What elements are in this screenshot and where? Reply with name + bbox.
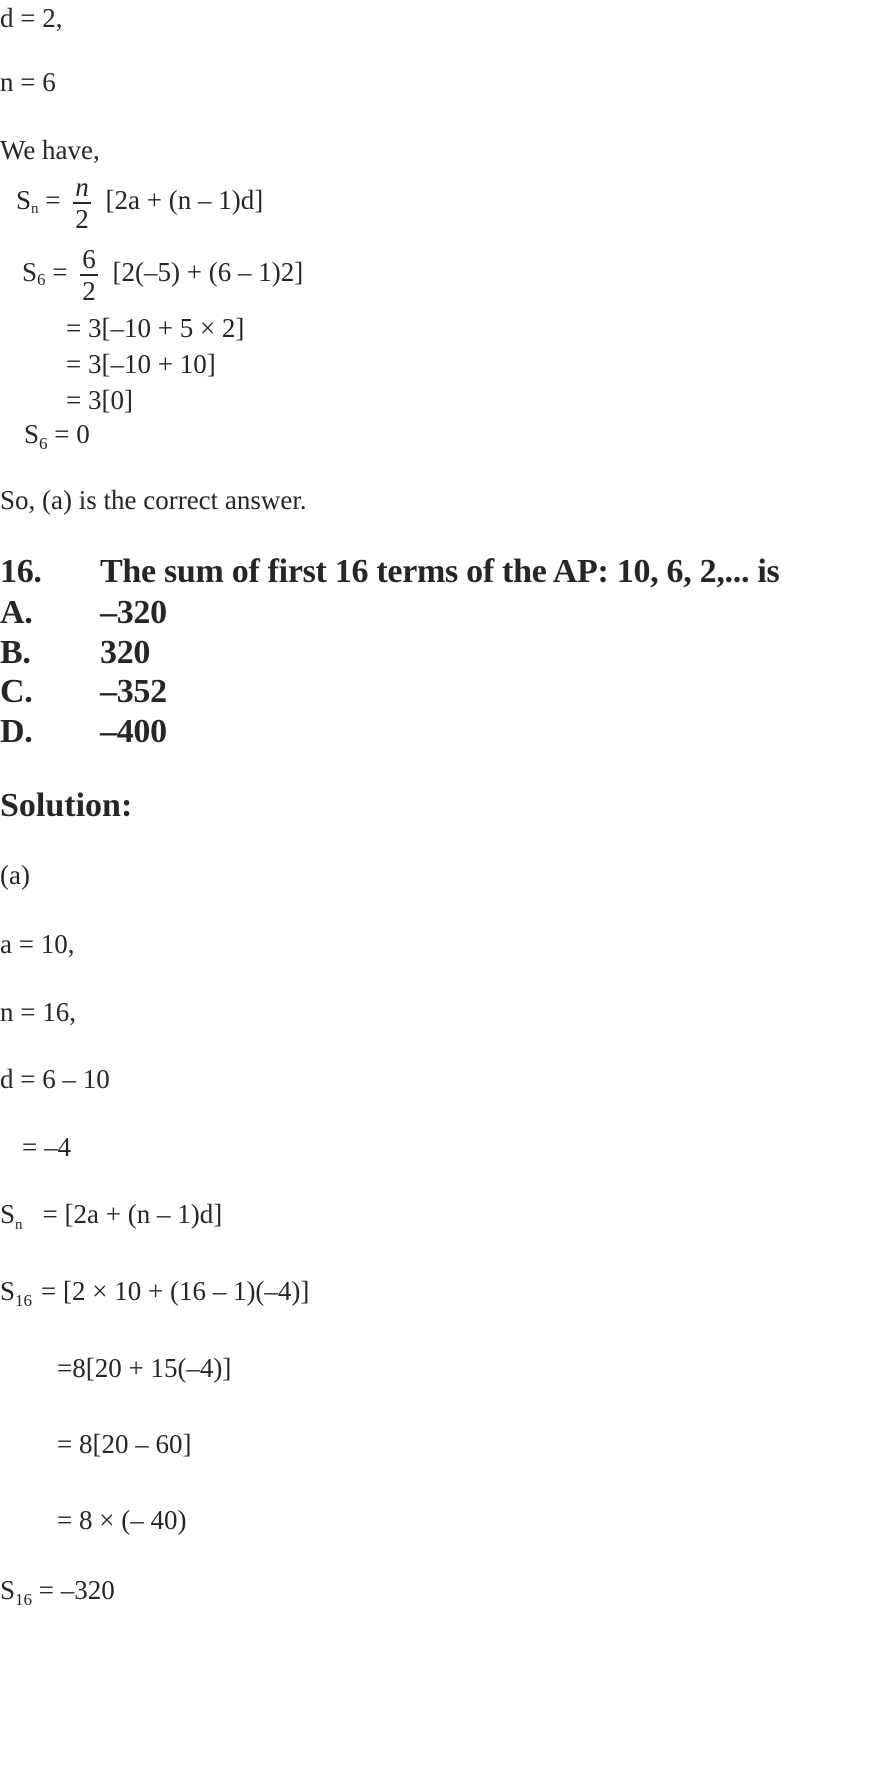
formula-lhs: Sn: [16, 185, 39, 218]
fraction-numerator: 6: [82, 244, 96, 274]
step-3: = 8 × (– 40): [57, 1505, 187, 1535]
given-d-value: = –4: [22, 1132, 71, 1162]
conclusion-text: So, (a) is the correct answer.: [0, 485, 307, 515]
option-value: –400: [100, 713, 167, 750]
substitution-rhs: [2(–5) + (6 – 1)2]: [112, 257, 304, 288]
option-value: 320: [100, 634, 151, 671]
substitution-s16: $S_{16} = [2 \times 10 + (16 - 1)(-4)]$: [0, 1276, 310, 1310]
option-letter: A.: [0, 594, 33, 631]
given-n: n = 16,: [0, 997, 76, 1027]
fraction-denominator: 2: [75, 204, 89, 234]
substitution-eq: =: [52, 257, 68, 288]
fraction-denominator: 2: [82, 276, 96, 306]
question-text: The sum of first 16 terms of the AP: 10, 6, 2,... is: [100, 553, 780, 590]
step-1: =8[20 + 15(–4)]: [57, 1353, 232, 1383]
option-letter: B.: [0, 634, 31, 671]
formula-eq: =: [45, 185, 61, 216]
option-a: [0, 593, 167, 633]
option-letter: D.: [0, 713, 33, 750]
given-d: d = 2,: [0, 3, 63, 33]
step-1: = 3[–10 + 5 × 2]: [66, 313, 245, 343]
sum-formula: $S_n = [2a + (n - 1)d]$: [0, 1199, 223, 1233]
option-value: –320: [100, 594, 167, 631]
step-3: = 3[0]: [66, 385, 133, 415]
substitution-fraction: [80, 244, 98, 306]
substitution-lhs: S6: [22, 257, 46, 290]
formula-fraction: [73, 172, 91, 234]
option-c: [0, 672, 167, 712]
result-s6: $S_6 = 0$: [24, 419, 90, 453]
option-d: [0, 712, 167, 752]
given-d: d = 6 – 10: [0, 1064, 110, 1094]
solution-answer: (a): [0, 860, 30, 890]
solution-heading: Solution:: [0, 787, 133, 824]
substitution-s6: [22, 244, 303, 306]
option-value: –352: [100, 673, 167, 710]
formula-rhs: [2a + (n – 1)d]: [105, 185, 264, 216]
given-n: n = 6: [0, 67, 56, 97]
fraction-numerator: n: [75, 172, 89, 202]
we-have-text: We have,: [0, 135, 100, 165]
option-b: [0, 633, 150, 673]
given-a: a = 10,: [0, 929, 75, 959]
question-16: [0, 552, 779, 592]
option-letter: C.: [0, 673, 33, 710]
question-number: 16.: [0, 553, 42, 590]
sum-formula: [16, 172, 263, 234]
result-s16: $S_{16} = -320$: [0, 1575, 115, 1609]
step-2: = 3[–10 + 10]: [66, 349, 216, 379]
step-2: = 8[20 – 60]: [57, 1429, 192, 1459]
